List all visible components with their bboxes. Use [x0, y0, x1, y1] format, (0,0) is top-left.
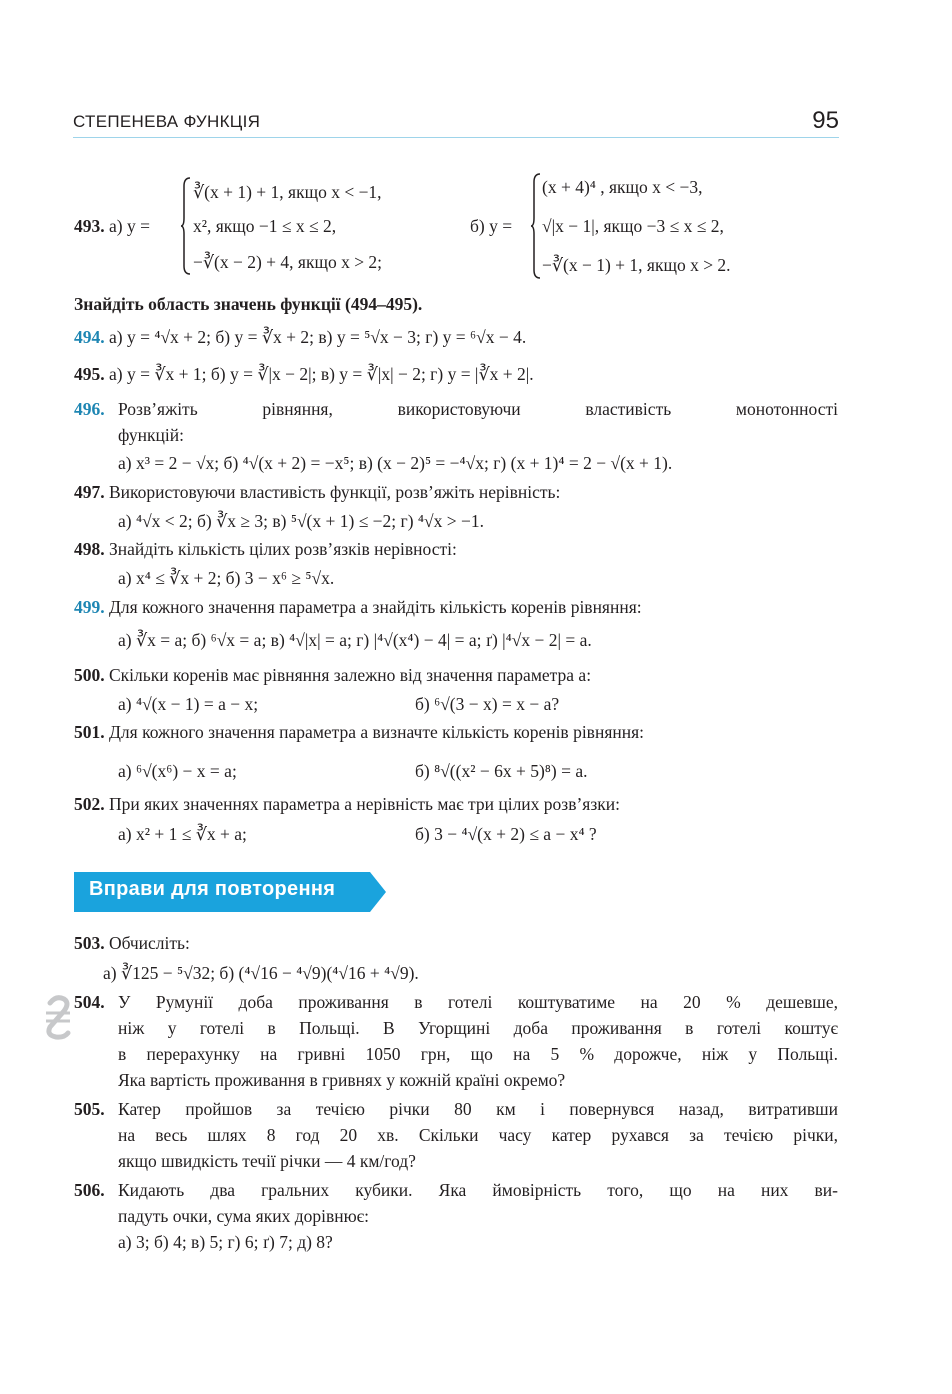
- problem-501-part-b: б) ⁸√((x² − 6x + 5)⁸) = a.: [415, 761, 588, 781]
- problem-497-line-2: а) ⁴√x < 2; б) ∛x ≥ 3; в) ⁵√(x + 1) ≤ −2; г) ⁴√x > −1.: [118, 511, 484, 531]
- problem-505-line-1: Катер пройшов за течією річки 80 км і повернувся назад, витративши: [118, 1099, 838, 1119]
- problem-502-part-a: а) x² + 1 ≤ ∛x + a;: [118, 824, 247, 844]
- problem-494: [74, 327, 526, 348]
- left-brace-icon: [180, 176, 192, 276]
- problem-number: 503.: [74, 933, 105, 953]
- problem-503-line-2: а) ∛125 − ⁵√32; б) (⁴√16 − ⁴√9)(⁴√16 + ⁴√9).: [103, 963, 419, 983]
- problem-text: Для кожного значення параметра a знайдіть кількість коренів рівняння:: [109, 597, 642, 617]
- problem-502-part-b: б) 3 − ⁴√(x + 2) ≤ a − x⁴ ?: [415, 824, 597, 844]
- piecewise-a-line-3: −∛(x − 2) + 4, якщо x > 2;: [193, 252, 383, 272]
- problem-text: Для кожного значення параметра a визначте кількість коренів рівняння:: [109, 722, 645, 742]
- problem-500: [74, 665, 591, 686]
- problem-506-line-1: Кидають два гральних кубики. Яка ймовірність того, що на них ви-: [118, 1180, 838, 1200]
- problem-503: [74, 933, 190, 954]
- problem-500-part-b: б) ⁶√(3 − x) = x − a?: [415, 694, 560, 714]
- problem-number: 499.: [74, 597, 105, 617]
- problem-number: 497.: [74, 482, 105, 502]
- problem-500-part-a: а) ⁴√(x − 1) = a − x;: [118, 694, 259, 714]
- problem-number: 495.: [74, 364, 105, 384]
- problem-text: Знайдіть кількість цілих розв’язків нерівності:: [109, 539, 457, 559]
- problem-505-line-3: якщо швидкість течії річки — 4 км/год?: [118, 1151, 416, 1171]
- problem-496-line-1: Розв’яжіть рівняння, використовуючи властивість монотонності: [118, 399, 838, 419]
- problem-505-line-2: на весь шлях 8 год 20 хв. Скільки часу катер рухався за течією річки,: [118, 1125, 838, 1145]
- piecewise-b-line-2: √|x − 1|, якщо −3 ≤ x ≤ 2,: [542, 216, 724, 236]
- problem-number: 493.: [74, 216, 105, 236]
- piecewise-b-line-3: −∛(x − 1) + 1, якщо x > 2.: [542, 255, 731, 275]
- section-title: Вправи для повторення: [89, 878, 336, 900]
- problem-506-number: 506.: [74, 1180, 105, 1200]
- part-a-label: а) y =: [109, 216, 150, 236]
- header-divider: [73, 137, 839, 138]
- piecewise-a-line-2: x², якщо −1 ≤ x ≤ 2,: [193, 216, 337, 236]
- problem-496-number: 496.: [74, 399, 105, 419]
- problem-499-line-2: а) ∛x = a; б) ⁶√x = a; в) ⁴√|x| = a; г) |⁴√(x⁴) − 4| = a; ґ) |⁴√x − 2| = a.: [118, 630, 592, 650]
- problem-number: 500.: [74, 665, 105, 685]
- problem-number: 498.: [74, 539, 105, 559]
- problem-506-line-2: падуть очки, сума яких дорівнює:: [118, 1206, 370, 1226]
- problem-506-line-3: а) 3; б) 4; в) 5; г) 6; ґ) 7; д) 8?: [118, 1232, 333, 1252]
- problem-505-number: 505.: [74, 1099, 105, 1119]
- problem-497: [74, 482, 560, 503]
- problem-text: Скільки коренів має рівняння залежно від значення параметра a:: [109, 665, 592, 685]
- problem-number: 501.: [74, 722, 105, 742]
- problem-text: а) y = ∛x + 1; б) y = ∛|x − 2|; в) y = ∛|x| − 2; г) y = |∛x + 2|.: [109, 364, 534, 384]
- problem-499: [74, 597, 642, 618]
- problem-504-line-3: в перерахунку на гривні 1050 грн, що на 5 % дорожче, ніж у Польщі.: [118, 1044, 838, 1064]
- problem-number: 502.: [74, 794, 105, 814]
- problem-text: Обчисліть:: [109, 933, 190, 953]
- running-header: СТЕПЕНЕВА ФУНКЦІЯ: [73, 112, 261, 131]
- task-instruction: Знайдіть область значень функції (494–495).: [74, 294, 423, 314]
- problem-496-line-2: функцій:: [118, 425, 184, 445]
- problem-501: [74, 722, 644, 743]
- part-b-label: б) y =: [470, 216, 513, 236]
- problem-493-label: [74, 216, 150, 237]
- problem-495: [74, 364, 534, 385]
- problem-text: При яких значеннях параметра a нерівність має три цілих розв’язки:: [109, 794, 620, 814]
- left-brace-icon: [530, 172, 542, 280]
- piecewise-a-line-1: ∛(x + 1) + 1, якщо x < −1,: [193, 182, 382, 202]
- problem-498: [74, 539, 457, 560]
- problem-502: [74, 794, 620, 815]
- problem-504-line-4: Яка вартість проживання в гривнях у кожній країні окремо?: [118, 1070, 566, 1090]
- problem-text: Використовуючи властивість функції, розв’яжіть нерівність:: [109, 482, 561, 502]
- problem-498-line-2: а) x⁴ ≤ ∛x + 2; б) 3 − x⁶ ≥ ⁵√x.: [118, 568, 335, 588]
- problem-504-line-2: ніж у готелі в Польщі. В Угорщині доба проживання в готелі коштує: [118, 1018, 838, 1038]
- piecewise-b-line-1: (x + 4)⁴ , якщо x < −3,: [542, 177, 703, 197]
- problem-504-number: 504.: [74, 992, 105, 1012]
- hryvnia-icon: [44, 993, 72, 1041]
- problem-496-line-3: а) x³ = 2 − √x; б) ⁴√(x + 2) = −x⁵; в) (x − 2)⁵ = −⁴√x; г) (x + 1)⁴ = 2 − √(x + 1).: [118, 453, 673, 473]
- problem-504-line-1: У Румунії доба проживання в готелі коштуватиме на 20 % дешевше,: [118, 992, 838, 1012]
- page-number: 95: [812, 107, 839, 134]
- problem-text: а) y = ⁴√x + 2; б) y = ∛x + 2; в) y = ⁵√x − 3; г) y = ⁶√x − 4.: [109, 327, 527, 347]
- problem-501-part-a: а) ⁶√(x⁶) − x = a;: [118, 761, 237, 781]
- problem-number: 494.: [74, 327, 105, 347]
